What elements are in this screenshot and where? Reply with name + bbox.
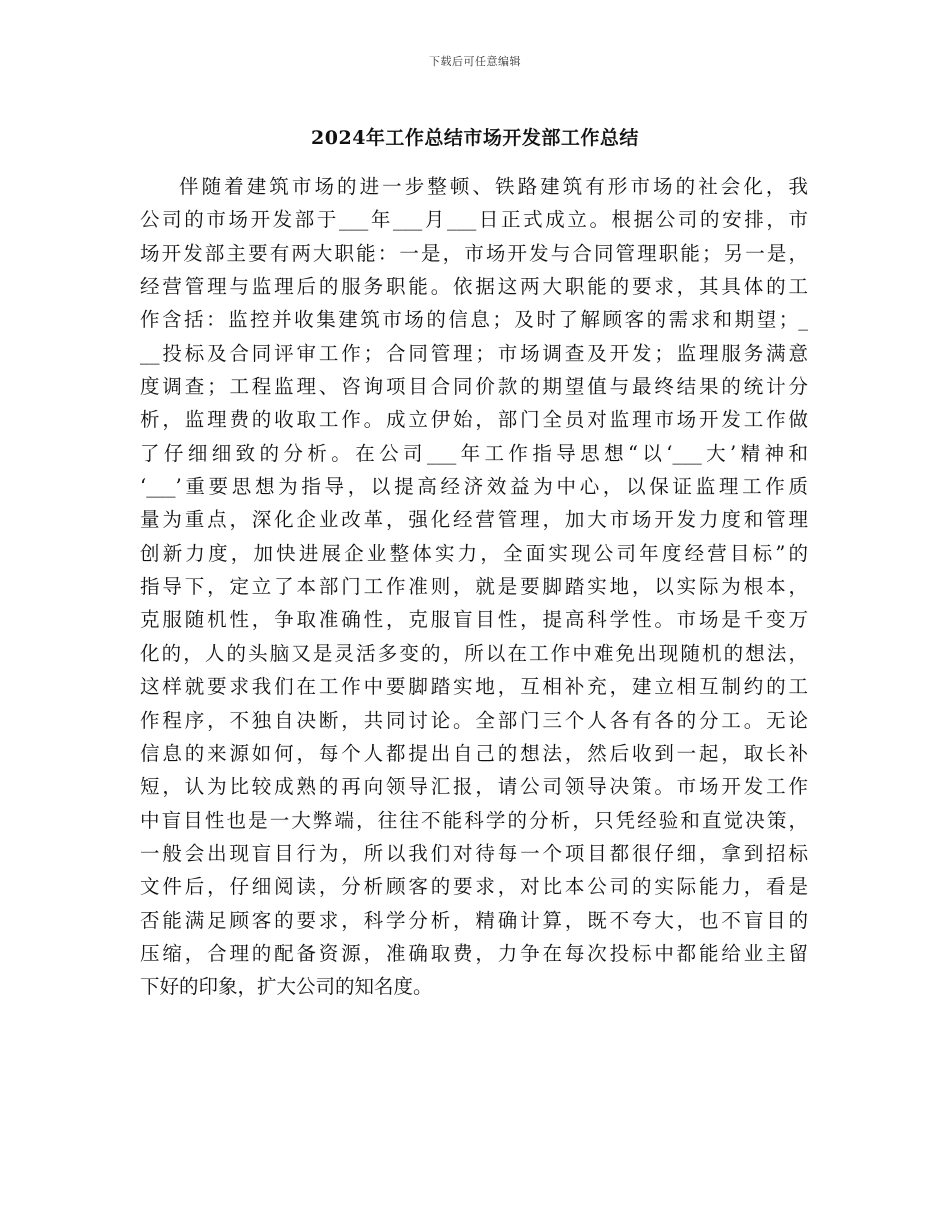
paragraph-line: 度调查；工程监理、咨询项目合同价款的期望值与最终结果的统计分 — [140, 375, 808, 399]
paragraph-line: __投标及合同评审工作；合同管理；市场调查及开发；监理服务满意 — [140, 341, 808, 365]
paragraph-line: 化的，人的头脑又是灵活多变的，所以在工作中难免出现随机的想法， — [140, 641, 808, 665]
page-header: 下载后可任意编辑 — [429, 55, 521, 68]
paragraph-line: 信息的来源如何，每个人都提出自己的想法，然后收到一起，取长补 — [140, 741, 808, 765]
paragraph-line: 这样就要求我们在工作中要脚踏实地，互相补充，建立相互制约的工 — [140, 675, 808, 699]
paragraph-line: 否能满足顾客的要求，科学分析，精确计算，既不夸大，也不盲目的 — [140, 908, 808, 932]
paragraph-line: 下好的印象，扩大公司的知名度。 — [140, 975, 433, 999]
paragraph-line: 中盲目性也是一大弊端，往往不能科学的分析，只凭经验和直觉决策， — [140, 808, 808, 832]
paragraph-line: 创新力度，加快进展企业整体实力，全面实现公司年度经营目标”的 — [140, 541, 808, 565]
paragraph-line: 伴随着建筑市场的进一步整顿、铁路建筑有形市场的社会化，我 — [179, 175, 808, 198]
paragraph-line: 经营管理与监理后的服务职能。依据这两大职能的要求，其具体的工 — [140, 275, 808, 299]
paragraph-line: ‘___’重要思想为指导，以提高经济效益为中心，以保证监理工作质 — [140, 475, 808, 499]
paragraph-line: 指导下，定立了本部门工作准则，就是要脚踏实地，以实际为根本， — [140, 575, 808, 599]
paragraph-line: 作含括：监控并收集建筑市场的信息；及时了解顾客的需求和期望；_ — [140, 308, 808, 332]
paragraph-line: 一般会出现盲目行为，所以我们对待每一个项目都很仔细，拿到招标 — [140, 841, 808, 865]
paragraph-line: 短，认为比较成熟的再向领导汇报，请公司领导决策。市场开发工作 — [140, 775, 808, 799]
paragraph-line: 作程序，不独自决断，共同讨论。全部门三个人各有各的分工。无论 — [140, 708, 808, 732]
paragraph-line: 压缩，合理的配备资源，准确取费，力争在每次投标中都能给业主留 — [140, 941, 808, 965]
paragraph-line: 析，监理费的收取工作。成立伊始，部门全员对监理市场开发工作做 — [140, 408, 808, 432]
paragraph-line: 文件后，仔细阅读，分析顾客的要求，对比本公司的实际能力，看是 — [140, 875, 808, 899]
document-title: 2024年工作总结市场开发部工作总结 — [311, 127, 639, 149]
paragraph-line: 公司的市场开发部于___年___月___日正式成立。根据公司的安排，市 — [140, 208, 808, 232]
paragraph-line: 克服随机性，争取准确性，克服盲目性，提高科学性。市场是千变万 — [140, 608, 808, 632]
paragraph-line: 了仔细细致的分析。在公司___年工作指导思想“以‘___大’精神和 — [140, 441, 808, 465]
paragraph-line: 量为重点，深化企业改革，强化经营管理，加大市场开发力度和管理 — [140, 508, 808, 532]
paragraph-line: 场开发部主要有两大职能：一是，市场开发与合同管理职能；另一是， — [140, 241, 808, 265]
document-body — [140, 170, 808, 1004]
